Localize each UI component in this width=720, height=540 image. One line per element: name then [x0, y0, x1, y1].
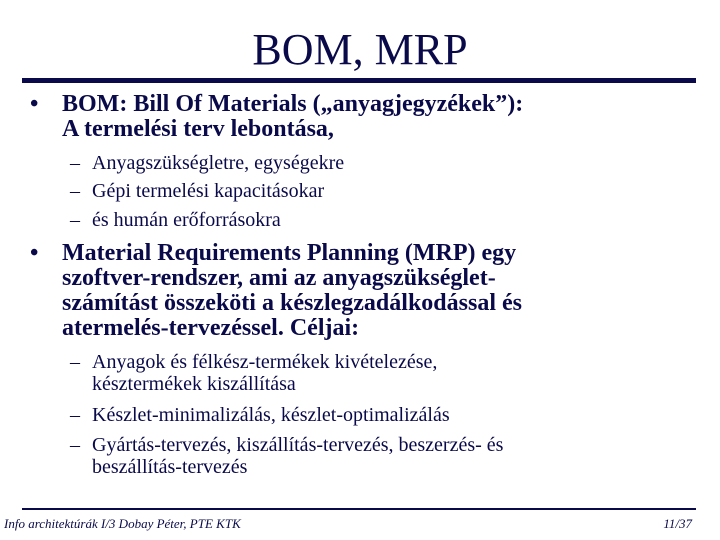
footer-credit: Info architektúrák I/3 Dobay Péter, PTE KTK	[4, 516, 241, 531]
footer-divider	[22, 508, 696, 510]
bullet-line: A termelési terv lebontása,	[62, 116, 334, 142]
title-divider	[22, 78, 696, 83]
sub-bullet-item	[70, 351, 437, 395]
slide-title: BOM, MRP	[252, 25, 468, 74]
sub-bullet-line: és humán erőforrásokra	[92, 209, 281, 231]
bullet-line: szoftver-rendszer, ami az anyagszükséglet-	[62, 265, 496, 291]
sub-bullet-line: Gépi termelési kapacitásokar	[92, 180, 325, 202]
sub-bullet-item	[70, 152, 344, 174]
sub-bullet-item	[70, 434, 503, 478]
sub-bullet-dash: –	[70, 180, 80, 202]
bullet-item	[30, 92, 523, 142]
sub-bullet-line: beszállítás-tervezés	[92, 456, 248, 478]
bullet-item	[30, 241, 522, 341]
bullet-symbol: •	[30, 91, 39, 117]
sub-bullet-line: Anyagszükségletre, egységekre	[92, 152, 345, 174]
bullet-line: Material Requirements Planning (MRP) egy	[62, 240, 517, 266]
sub-bullet-item	[70, 404, 450, 426]
sub-bullet-line: késztermékek kiszállítása	[92, 373, 296, 395]
sub-bullet-dash: –	[70, 404, 80, 426]
sub-bullet-dash: –	[70, 351, 80, 373]
sub-bullet-dash: –	[70, 434, 80, 456]
sub-bullet-line: Anyagok és félkész-termékek kivételezése,	[92, 351, 438, 373]
sub-bullet-line: Készlet-minimalizálás, készlet-optimalizálás	[92, 404, 450, 426]
bullet-line: atermelés-tervezéssel. Céljai:	[62, 315, 360, 341]
sub-bullet-item	[70, 209, 281, 231]
bullet-line: számítást összeköti a készlegzadálkodással és	[62, 290, 522, 316]
sub-bullet-line: Gyártás-tervezés, kiszállítás-tervezés, beszerzés- és	[92, 434, 504, 456]
bullet-line: BOM: Bill Of Materials („anyagjegyzékek”):	[62, 91, 524, 117]
sub-bullet-item	[70, 180, 324, 202]
sub-bullet-dash: –	[70, 152, 80, 174]
page-number: 11/37	[663, 516, 692, 531]
bullet-symbol: •	[30, 240, 39, 266]
sub-bullet-dash: –	[70, 209, 80, 231]
